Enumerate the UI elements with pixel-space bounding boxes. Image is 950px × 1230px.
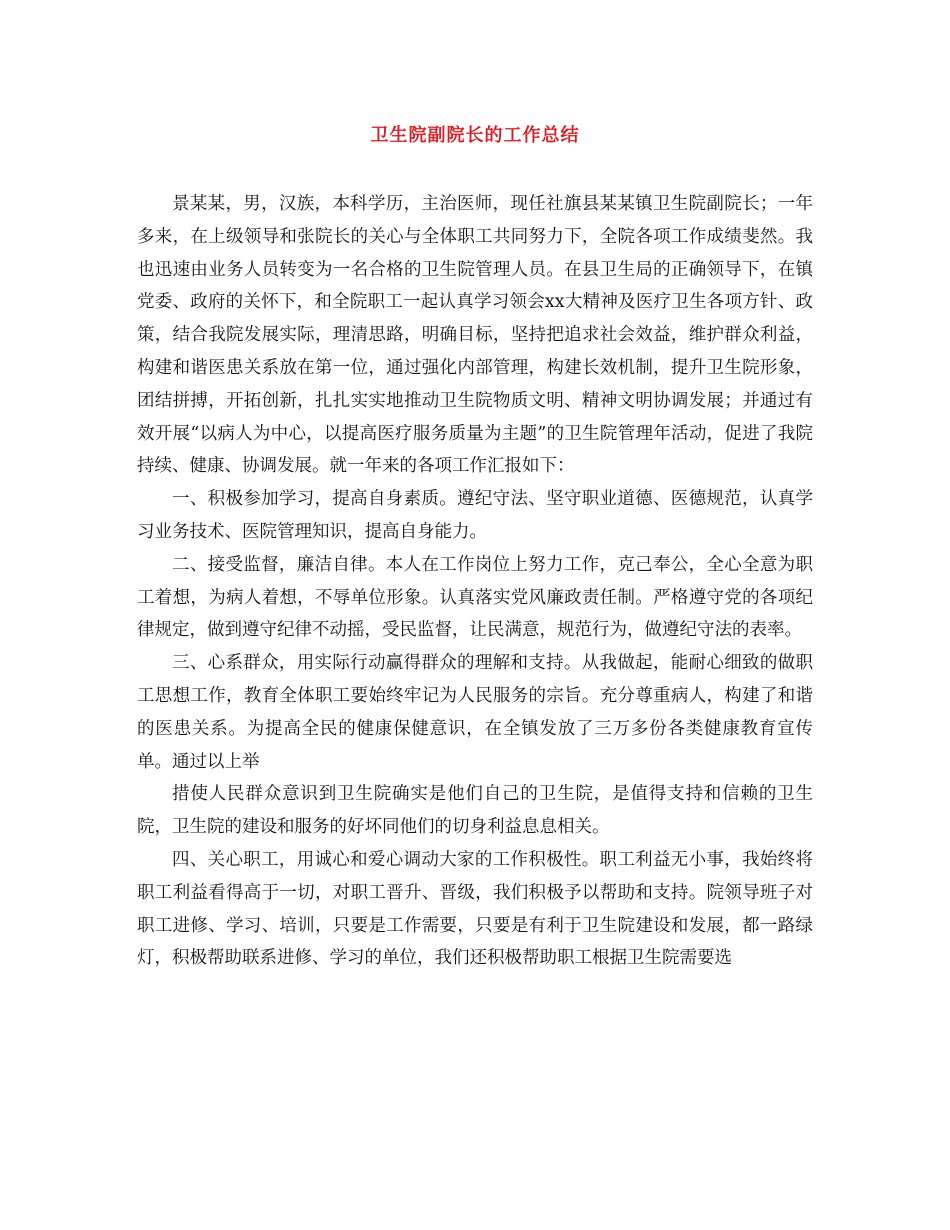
paragraph-section-4: 四、关心职工，用诚心和爱心调动大家的工作积极性。职工利益无小事，我始终将职工利益看得高于一切，对职工晋升、晋级，我们积极予以帮助和支持。院领导班子对职工进修、学习、培训，只要是工作需要，只要是有利于卫生院建设和发展，都一路绿灯，积极帮助联系进修、学习的单位，我们还积极帮助职工根据卫生院需要选 xyxy=(137,849,813,969)
document-body xyxy=(137,188,813,975)
paragraph-section-3-continued: 措使人民群众意识到卫生院确实是他们自己的卫生院，是值得支持和信赖的卫生院，卫生院的建设和服务的好坏同他们的切身利益息息相关。 xyxy=(137,784,813,838)
paragraph-section-2: 二、接受监督，廉洁自律。本人在工作岗位上努力工作，克己奉公，全心全意为职工着想，为病人着想，不辱单位形象。认真落实党风廉政责任制。严格遵守党的各项纪律规定，做到遵守纪律不动摇，受民监督，让民满意，规范行为，做遵纪守法的表率。 xyxy=(137,554,813,641)
document-title: 卫生院副院长的工作总结 xyxy=(370,125,580,146)
paragraph-intro: 景某某，男，汉族，本科学历，主治医师，现任社旗县某某镇卫生院副院长；一年多来，在上级领导和张院长的关心与全体职工共同努力下，全院各项工作成绩斐然。我也迅速由业务人员转变为一名合格的卫生院管理人员。在县卫生局的正确领导下，在镇党委、政府的关怀下，和全院职工一起认真学习领会xx大精神及医疗卫生各项方针、政策，结合我院发展实际，理清思路，明确目标，坚持把追求社会效益，维护群众利益，构建和谐医患关系放在第一位，通过强化内部管理，构建长效机制，提升卫生院形象，团结拼搏，开拓创新，扎扎实实地推动卫生院物质文明、精神文明协调发展；并通过有效开展“以病人为中心，以提高医疗服务质量为主题”的卫生院管理年活动，促进了我院持续、健康、协调发展。就一年来的各项工作汇报如下： xyxy=(137,194,813,477)
paragraph-section-1: 一、积极参加学习，提高自身素质。遵纪守法、坚守职业道德、医德规范，认真学习业务技术、医院管理知识，提高自身能力。 xyxy=(137,489,813,542)
paragraph-section-3: 三、心系群众，用实际行动赢得群众的理解和支持。从我做起，能耐心细致的做职工思想工作，教育全体职工要始终牢记为人民服务的宗旨。充分尊重病人，构建了和谐的医患关系。为提高全民的健康保健意识，在全镇发放了三万多份各类健康教育宣传单。通过以上举 xyxy=(137,653,813,772)
